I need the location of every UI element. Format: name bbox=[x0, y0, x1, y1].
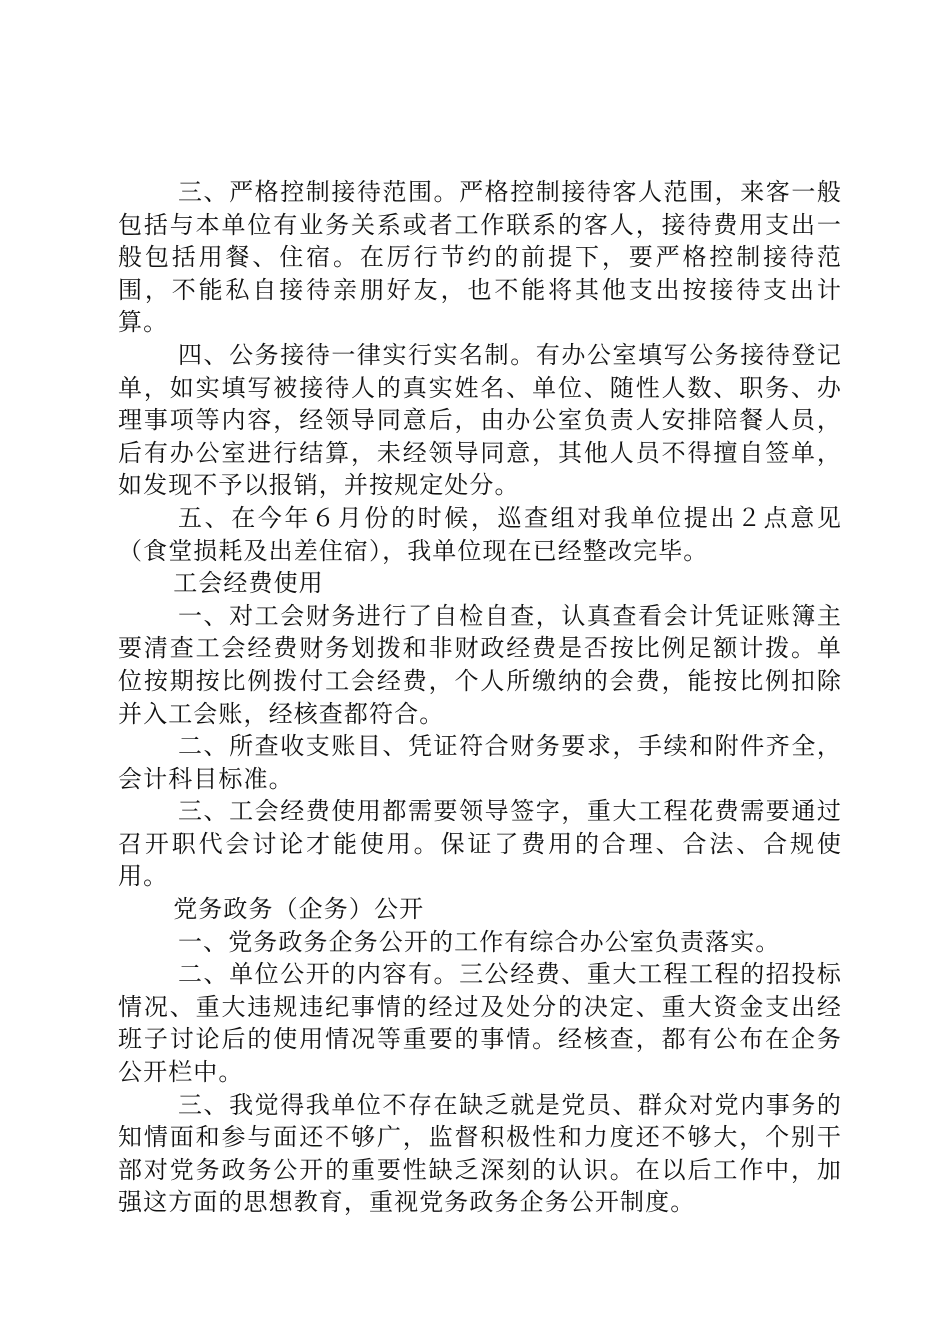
paragraph-disclosure-content: 二、单位公开的内容有。三公经费、重大工程工程的招投标情况、重大违规违纪事情的经过及处分的决定、重大资金支出经班子讨论后的使用情况等重要的事情。经核查，都有公布在企务公开栏中。 bbox=[118, 960, 842, 1087]
section-heading-affairs-disclosure: 党务政务（企务）公开 bbox=[173, 895, 425, 924]
paragraph-disclosure-responsibility: 一、党务政务企务公开的工作有综合办公室负责落实。 bbox=[178, 927, 781, 956]
paragraph-reception-scope: 三、严格控制接待范围。严格控制接待客人范围，来客一般包括与本单位有业务关系或者工作联系的客人，接待费用支出一般包括用餐、住宿。在厉行节约的前提下，要严格控制接待范围，不能私自接待亲朋好友，也不能将其他支出按接待支出计算。 bbox=[118, 178, 842, 337]
section-heading-union-funds: 工会经费使用 bbox=[173, 569, 324, 598]
paragraph-union-self-check: 一、对工会财务进行了自检自查，认真查看会计凭证账簿主要清查工会经费财务划拨和非财政经费是否按比例足额计拨。单位按期按比例拨付工会经费，个人所缴纳的会费，能按比例扣除并入工会账，经核查都符合。 bbox=[118, 601, 842, 728]
paragraph-union-fund-usage: 三、工会经费使用都需要领导签字，重大工程花费需要通过召开职代会讨论才能使用。保证了费用的合理、合法、合规使用。 bbox=[118, 797, 842, 891]
paragraph-disclosure-shortcomings: 三、我觉得我单位不存在缺乏就是党员、群众对党内事务的知情面和参与面还不够广，监督积极性和力度还不够大，个别干部对党务政务公开的重要性缺乏深刻的认识。在以后工作中，加强这方面的思想教育，重视党务政务企务公开制度。 bbox=[118, 1090, 842, 1217]
paragraph-inspection-rectification: 五、在今年６月份的时候，巡查组对我单位提出２点意见（食堂损耗及出差住宿），我单位现在已经整改完毕。 bbox=[118, 503, 842, 565]
paragraph-real-name-system: 四、公务接待一律实行实名制。有办公室填写公务接待登记单，如实填写被接待人的真实姓名、单位、随性人数、职务、办理事项等内容，经领导同意后，由办公室负责人安排陪餐人员，后有办公室进行结算，未经领导同意，其他人员不得擅自签单，如发现不予以报销，并按规定处分。 bbox=[118, 340, 842, 500]
document-body bbox=[118, 176, 842, 1219]
paragraph-union-accounts: 二、所查收支账目、凭证符合财务要求，手续和附件齐全，会计科目标准。 bbox=[118, 732, 842, 793]
